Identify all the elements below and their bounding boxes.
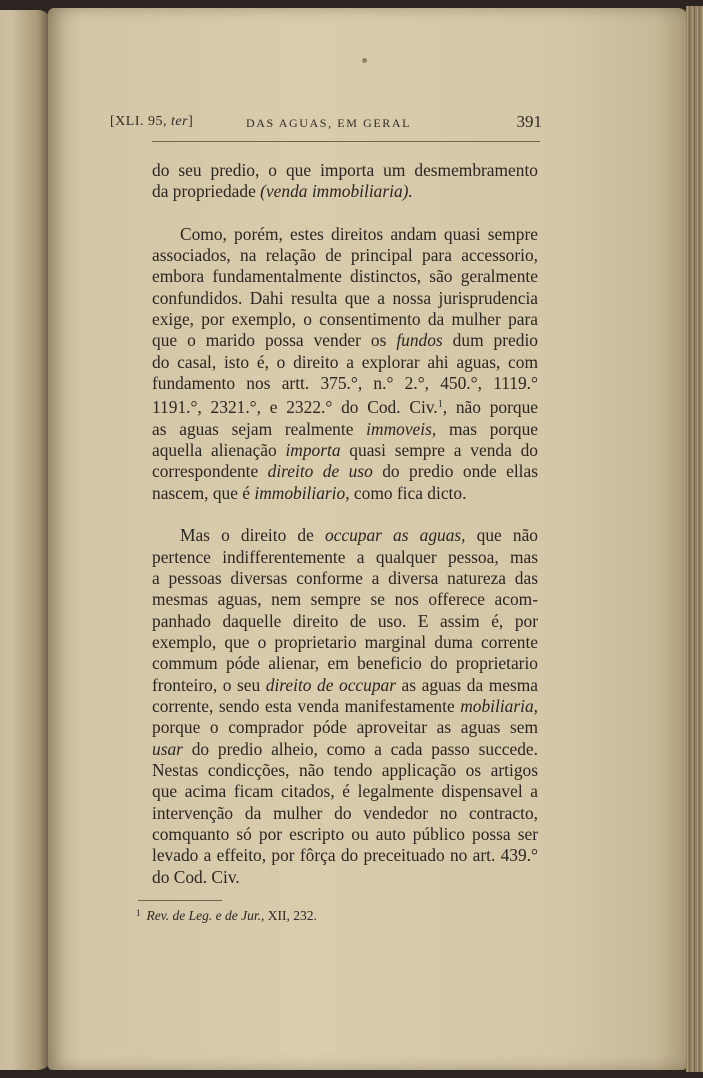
footnote-source: Rev. de Leg. e de Jur., (146, 908, 265, 923)
section-reference: [XLI. 95, ter] (110, 114, 194, 129)
text-line: mesmas aguas, nem sempre se nos offerece acom- (152, 589, 538, 610)
body-text (152, 160, 538, 888)
text-line: exemplo, que o proprietario marginal duma corrente (152, 631, 538, 652)
text-line: que o marido possa vender os fundos dum predio (152, 330, 538, 351)
text-line: aquella alienação importa quasi sempre a venda do (152, 440, 538, 461)
footnote-citation: XII, 232. (264, 908, 317, 923)
text-line: levado a effeito, por fôrça do preceituado no art. 439.° (152, 845, 538, 866)
footnote-reference: 1 (437, 399, 443, 411)
page-stack-edge (686, 6, 703, 1072)
facing-page-edge (0, 10, 52, 1070)
text-line: fronteiro, o seu direito de occupar as aguas da mesma (152, 674, 538, 695)
text-line: as aguas sejam realmente immoveis, mas porque (152, 418, 538, 439)
text-line: associados, na relação de principal para accessorio, (152, 245, 538, 266)
header-rule (152, 141, 540, 142)
footnote-rule (138, 900, 222, 901)
text-line: porque o comprador póde aproveitar as aguas sem (152, 717, 538, 738)
text-line: do Cod. Civ. (152, 866, 240, 887)
paragraph-gap (152, 203, 538, 224)
text-line: 1191.°, 2321.°, e 2322.° do Cod. Civ.$^1$, não porque (152, 397, 538, 418)
text-line: usar do predio alheio, como a cada passo succede. (152, 738, 538, 759)
running-head (110, 112, 542, 134)
text-line: fundamento nos artt. 375.°, n.° 2.°, 450.°, 1119.° (152, 373, 538, 394)
text-line: da propriedade (venda immobiliaria). (152, 181, 413, 202)
text-line: embora fundamentalmente distinctos, são geralmente (152, 266, 538, 287)
text-line: Mas o direito de occupar as aguas, que não (180, 525, 538, 546)
text-line: do casal, isto é, o direito a explorar ahi aguas, com (152, 351, 538, 372)
text-line: confundidos. Dahi resulta que a nossa jurisprudencia (152, 287, 538, 308)
text-line: Nestas condicções, não tendo applicação os artigos (152, 759, 538, 780)
page-number: 391 (516, 112, 542, 131)
text-line: comquanto só por escripto ou auto público possa ser (152, 823, 538, 844)
text-line: nascem, que é immobiliario, como fica dicto. (152, 482, 467, 503)
text-line: Como, porém, estes direitos andam quasi sempre (180, 223, 538, 244)
text-line: corrente, sendo esta venda manifestamente mobiliaria, (152, 695, 538, 716)
paragraph-gap (152, 504, 538, 525)
page-mark (362, 58, 367, 63)
text-line: do seu predio, o que importa um desmembramento (152, 160, 538, 180)
text-line: a pessoas diversas conforme a diversa natureza das (152, 567, 538, 588)
footnote-marker: 1 (136, 908, 141, 918)
text-line: commum póde alienar, em beneficio do proprietario (152, 653, 538, 674)
text-line: intervenção da mulher do vendedor no contracto, (152, 802, 538, 823)
text-line: exige, por exemplo, o consentimento da mulher para (152, 309, 538, 330)
text-line: que acima ficam citados, é legalmente dispensavel a (152, 781, 538, 802)
text-line: correspondente direito de uso do predio onde ellas (152, 461, 538, 482)
chapter-title: DAS AGUAS, EM GERAL (246, 116, 412, 130)
text-line: panhado daquelle direito de uso. E assim é, por (152, 610, 538, 631)
footnote (136, 908, 317, 924)
text-line: pertence indifferentemente a qualquer pessoa, mas (152, 546, 538, 567)
